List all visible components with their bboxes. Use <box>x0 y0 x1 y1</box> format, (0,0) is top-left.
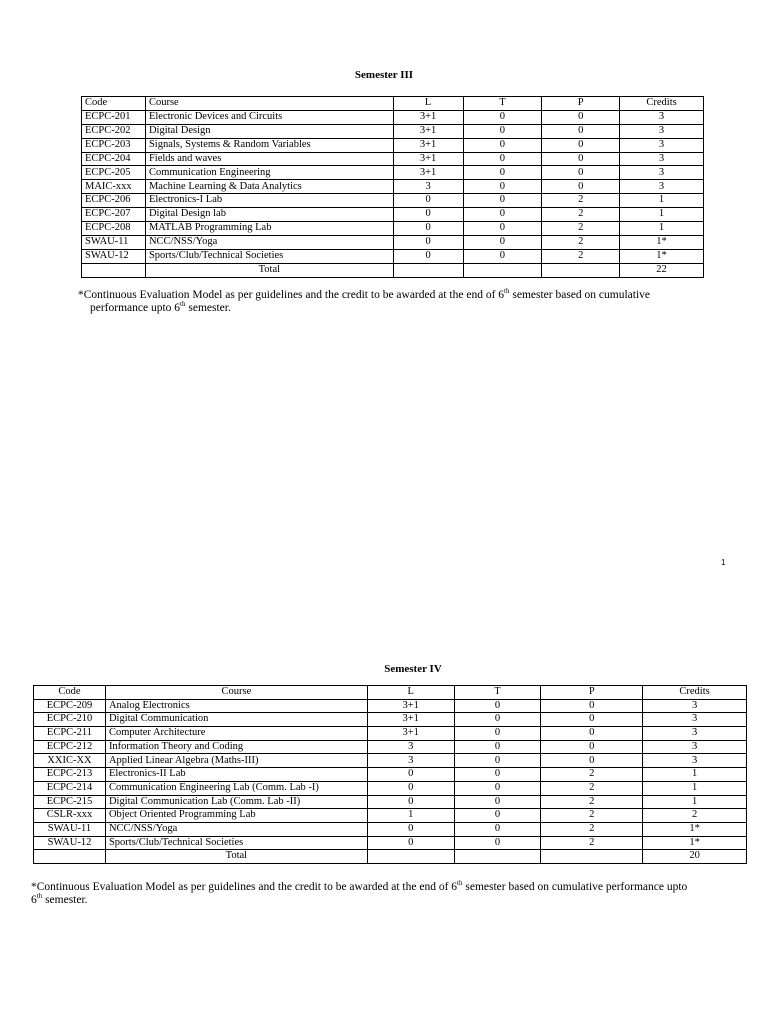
course-name: Computer Architecture <box>105 727 367 741</box>
tutorial-hours: 0 <box>463 166 542 180</box>
lecture-hours: 3+1 <box>393 152 463 166</box>
course-name: MATLAB Programming Lab <box>145 222 393 236</box>
credits: 1 <box>620 222 704 236</box>
credits: 1 <box>643 781 747 795</box>
credits: 3 <box>620 152 704 166</box>
total-row <box>34 850 747 864</box>
semester-iv-title: Semester IV <box>384 663 442 675</box>
column-header: Credits <box>643 686 747 700</box>
course-code: ECPC-205 <box>82 166 146 180</box>
total-label: Total <box>105 850 367 864</box>
table-row <box>82 249 704 263</box>
semester-iii-table <box>81 96 704 278</box>
column-header: Course <box>145 97 393 111</box>
course-code: SWAU-11 <box>82 235 146 249</box>
practical-hours: 2 <box>541 836 643 850</box>
practical-hours: 2 <box>541 781 643 795</box>
table-row <box>82 152 704 166</box>
total-empty-cell <box>367 850 454 864</box>
course-code: ECPC-204 <box>82 152 146 166</box>
total-empty-cell <box>454 850 541 864</box>
course-name: Machine Learning & Data Analytics <box>145 180 393 194</box>
credits: 3 <box>643 699 747 713</box>
column-header: Credits <box>620 97 704 111</box>
practical-hours: 2 <box>542 222 620 236</box>
lecture-hours: 0 <box>393 249 463 263</box>
course-code: ECPC-215 <box>34 795 106 809</box>
lecture-hours: 3+1 <box>393 166 463 180</box>
lecture-hours: 0 <box>367 836 454 850</box>
lecture-hours: 0 <box>367 795 454 809</box>
total-empty-cell <box>463 263 542 277</box>
total-empty-cell <box>82 263 146 277</box>
course-code: SWAU-12 <box>34 836 106 850</box>
practical-hours: 2 <box>542 249 620 263</box>
total-empty-cell <box>542 263 620 277</box>
credits: 1 <box>620 208 704 222</box>
lecture-hours: 3+1 <box>367 713 454 727</box>
column-header: L <box>393 97 463 111</box>
course-code: CSLR-xxx <box>34 809 106 823</box>
course-code: SWAU-12 <box>82 249 146 263</box>
course-name: Digital Communication <box>105 713 367 727</box>
course-name: Digital Communication Lab (Comm. Lab -II) <box>105 795 367 809</box>
course-name: Electronics-I Lab <box>145 194 393 208</box>
semester-iii-footnote: *Continuous Evaluation Model as per guidelines and the credit to be awarded at the end of 6th semester based on cumulative performance upto 6th semester. <box>78 287 650 315</box>
credits: 1 <box>643 795 747 809</box>
lecture-hours: 0 <box>393 194 463 208</box>
lecture-hours: 3+1 <box>393 124 463 138</box>
total-empty-cell <box>393 263 463 277</box>
credits: 3 <box>620 166 704 180</box>
tutorial-hours: 0 <box>463 249 542 263</box>
lecture-hours: 1 <box>367 809 454 823</box>
practical-hours: 2 <box>542 194 620 208</box>
table-header-row <box>34 686 747 700</box>
course-name: Digital Design <box>145 124 393 138</box>
table-row <box>34 836 747 850</box>
lecture-hours: 3 <box>393 180 463 194</box>
practical-hours: 0 <box>542 152 620 166</box>
lecture-hours: 0 <box>393 235 463 249</box>
total-credits: 20 <box>643 850 747 864</box>
table-row <box>82 208 704 222</box>
course-name: Fields and waves <box>145 152 393 166</box>
tutorial-hours: 0 <box>463 235 542 249</box>
course-code: ECPC-210 <box>34 713 106 727</box>
table-row <box>34 768 747 782</box>
tutorial-hours: 0 <box>463 222 542 236</box>
credits: 3 <box>620 138 704 152</box>
lecture-hours: 0 <box>367 768 454 782</box>
tutorial-hours: 0 <box>454 836 541 850</box>
course-code: ECPC-201 <box>82 110 146 124</box>
lecture-hours: 3+1 <box>367 727 454 741</box>
tutorial-hours: 0 <box>454 740 541 754</box>
table-row <box>34 727 747 741</box>
course-name: Sports/Club/Technical Societies <box>105 836 367 850</box>
total-row <box>82 263 704 277</box>
course-name: Analog Electronics <box>105 699 367 713</box>
course-name: Applied Linear Algebra (Maths-III) <box>105 754 367 768</box>
table-row <box>82 166 704 180</box>
tutorial-hours: 0 <box>454 727 541 741</box>
page-number: 1 <box>721 558 726 567</box>
credits: 3 <box>643 713 747 727</box>
table-row <box>34 822 747 836</box>
tutorial-hours: 0 <box>463 110 542 124</box>
practical-hours: 2 <box>542 235 620 249</box>
course-code: ECPC-208 <box>82 222 146 236</box>
practical-hours: 0 <box>542 166 620 180</box>
column-header: T <box>463 97 542 111</box>
course-code: XXIC-XX <box>34 754 106 768</box>
column-header: P <box>541 686 643 700</box>
course-name: Object Oriented Programming Lab <box>105 809 367 823</box>
practical-hours: 2 <box>541 768 643 782</box>
course-code: ECPC-211 <box>34 727 106 741</box>
total-credits: 22 <box>620 263 704 277</box>
total-label: Total <box>145 263 393 277</box>
course-name: Sports/Club/Technical Societies <box>145 249 393 263</box>
tutorial-hours: 0 <box>463 124 542 138</box>
table-row <box>34 699 747 713</box>
practical-hours: 2 <box>542 208 620 222</box>
table-row <box>82 124 704 138</box>
course-code: ECPC-214 <box>34 781 106 795</box>
credits: 3 <box>643 727 747 741</box>
credits: 3 <box>643 740 747 754</box>
semester-iv-footnote: *Continuous Evaluation Model as per guidelines and the credit to be awarded at the end of 6th semester based on cumulative performance upto 6th semester. <box>31 879 688 907</box>
semester-iv-table <box>33 685 747 864</box>
tutorial-hours: 0 <box>463 194 542 208</box>
practical-hours: 2 <box>541 809 643 823</box>
column-header: L <box>367 686 454 700</box>
total-empty-cell <box>34 850 106 864</box>
credits: 1 <box>620 194 704 208</box>
course-code: ECPC-213 <box>34 768 106 782</box>
practical-hours: 0 <box>541 740 643 754</box>
tutorial-hours: 0 <box>463 180 542 194</box>
course-name: Electronics-II Lab <box>105 768 367 782</box>
course-code: MAIC-xxx <box>82 180 146 194</box>
credits: 1* <box>620 235 704 249</box>
course-name: NCC/NSS/Yoga <box>105 822 367 836</box>
table-header-row <box>82 97 704 111</box>
tutorial-hours: 0 <box>454 713 541 727</box>
tutorial-hours: 0 <box>454 781 541 795</box>
table-row <box>34 740 747 754</box>
course-code: ECPC-206 <box>82 194 146 208</box>
lecture-hours: 3+1 <box>393 138 463 152</box>
course-name: Communication Engineering Lab (Comm. Lab -I) <box>105 781 367 795</box>
tutorial-hours: 0 <box>463 208 542 222</box>
credits: 3 <box>643 754 747 768</box>
table-row <box>34 713 747 727</box>
credits: 1 <box>643 768 747 782</box>
table-row <box>34 795 747 809</box>
table-row <box>34 781 747 795</box>
lecture-hours: 3 <box>367 740 454 754</box>
course-name: Communication Engineering <box>145 166 393 180</box>
semester-iii-title: Semester III <box>354 69 414 81</box>
total-empty-cell <box>541 850 643 864</box>
column-header: Course <box>105 686 367 700</box>
table-row <box>34 809 747 823</box>
course-code: SWAU-11 <box>34 822 106 836</box>
column-header: Code <box>82 97 146 111</box>
lecture-hours: 3 <box>367 754 454 768</box>
practical-hours: 0 <box>542 124 620 138</box>
course-code: ECPC-203 <box>82 138 146 152</box>
credits: 3 <box>620 124 704 138</box>
practical-hours: 0 <box>542 180 620 194</box>
lecture-hours: 3+1 <box>367 699 454 713</box>
table-row <box>82 194 704 208</box>
lecture-hours: 0 <box>367 822 454 836</box>
table-row <box>82 138 704 152</box>
lecture-hours: 0 <box>393 208 463 222</box>
column-header: Code <box>34 686 106 700</box>
tutorial-hours: 0 <box>463 138 542 152</box>
credits: 2 <box>643 809 747 823</box>
tutorial-hours: 0 <box>454 754 541 768</box>
column-header: T <box>454 686 541 700</box>
tutorial-hours: 0 <box>454 768 541 782</box>
course-name: Electronic Devices and Circuits <box>145 110 393 124</box>
table-row <box>82 180 704 194</box>
table-row <box>82 222 704 236</box>
course-code: ECPC-202 <box>82 124 146 138</box>
course-code: ECPC-207 <box>82 208 146 222</box>
tutorial-hours: 0 <box>454 699 541 713</box>
course-name: NCC/NSS/Yoga <box>145 235 393 249</box>
lecture-hours: 0 <box>367 781 454 795</box>
table-row <box>34 754 747 768</box>
practical-hours: 2 <box>541 822 643 836</box>
practical-hours: 0 <box>541 727 643 741</box>
practical-hours: 0 <box>541 754 643 768</box>
table-row <box>82 235 704 249</box>
course-name: Signals, Systems & Random Variables <box>145 138 393 152</box>
practical-hours: 0 <box>541 699 643 713</box>
credits: 1* <box>620 249 704 263</box>
tutorial-hours: 0 <box>454 822 541 836</box>
credits: 3 <box>620 110 704 124</box>
course-name: Information Theory and Coding <box>105 740 367 754</box>
credits: 1* <box>643 836 747 850</box>
course-code: ECPC-212 <box>34 740 106 754</box>
credits: 3 <box>620 180 704 194</box>
course-code: ECPC-209 <box>34 699 106 713</box>
tutorial-hours: 0 <box>454 795 541 809</box>
tutorial-hours: 0 <box>454 809 541 823</box>
column-header: P <box>542 97 620 111</box>
credits: 1* <box>643 822 747 836</box>
table-row <box>82 110 704 124</box>
lecture-hours: 3+1 <box>393 110 463 124</box>
lecture-hours: 0 <box>393 222 463 236</box>
practical-hours: 2 <box>541 795 643 809</box>
practical-hours: 0 <box>541 713 643 727</box>
tutorial-hours: 0 <box>463 152 542 166</box>
course-name: Digital Design lab <box>145 208 393 222</box>
practical-hours: 0 <box>542 110 620 124</box>
practical-hours: 0 <box>542 138 620 152</box>
